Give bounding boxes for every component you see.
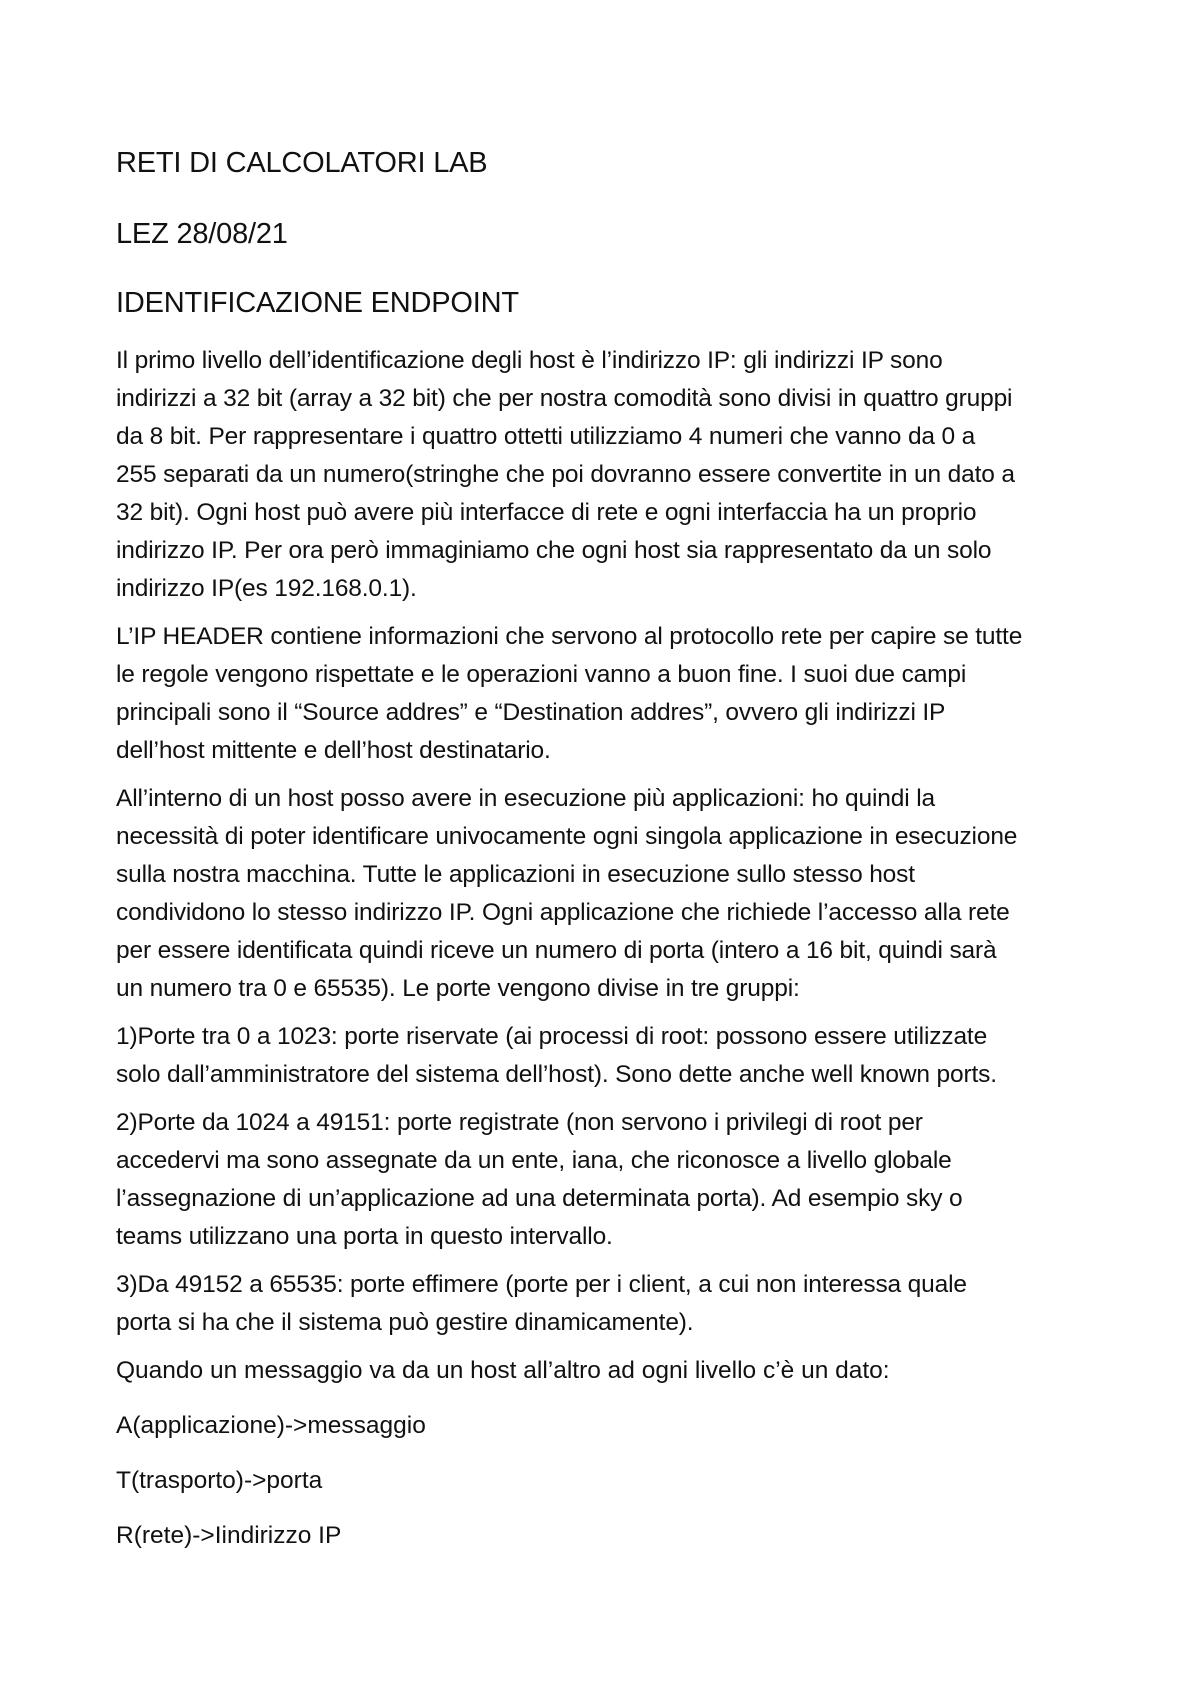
lesson-date: LEZ 28/08/21 — [116, 217, 288, 250]
paragraph-ports-ephemeral: 3)Da 49152 a 65535: porte effimere (porte per i client, a cui non interessa quale porta si ha che il sistema può gestire dinamicamente). — [116, 1271, 967, 1337]
document-title: RETI DI CALCOLATORI LAB — [116, 147, 488, 179]
layer-transport: T(trasporto)->porta — [116, 1467, 323, 1495]
paragraph-ip-header: L’IP HEADER contiene informazioni che servono al protocollo rete per capire se tutte le regole vengono rispettate e le operazioni vanno a buon fine. I suoi due campi principali sono il “Source addres” e “Destination addres”, ovvero gli indirizzi IP dell’host mittente e dell’host destinatario. — [116, 623, 1023, 765]
paragraph-ip-address: Il primo livello dell’identificazione degli host è l’indirizzo IP: gli indirizzi IP sono indirizzi a 32 bit (array a 32 bit) che per nostra comodità sono divisi in quattro gruppi da 8 bit. Per rappresentare i quattro ottetti utilizziamo 4 numeri che vanno da 0 a 255 separati da un numero(stringhe che poi dovranno essere convertite in un dato a 32 bit). Ogni host può avere più interfacce di rete e ogni interfaccia ha un proprio indirizzo IP. Per ora però immaginiamo che ogni host sia rappresentato da un solo indirizzo IP(es 192.168.0.1). — [116, 347, 1015, 603]
document-page — [116, 146, 1076, 1572]
layer-application: A(applicazione)->messaggio — [116, 1412, 426, 1440]
layer-network: R(rete)->Iindirizzo IP — [116, 1522, 342, 1550]
paragraph-ports-reserved: 1)Porte tra 0 a 1023: porte riservate (ai processi di root: possono essere utilizzate solo dall’amministratore del sistema dell’host). Sono dette anche well known ports. — [116, 1023, 997, 1089]
paragraph-levels-intro: Quando un messaggio va da un host all’altro ad ogni livello c’è un dato: — [116, 1357, 890, 1385]
paragraph-ports: All’interno di un host posso avere in esecuzione più applicazioni: ho quindi la necessità di poter identificare univocamente ogni singola applicazione in esecuzione sulla nostra macchina. Tutte le applicazioni in esecuzione sullo stesso host condividono lo stesso indirizzo IP. Ogni applicazione che richiede l’accesso alla rete per essere identificata quindi riceve un numero di porta (intero a 16 bit, quindi sarà un numero tra 0 e 65535). Le porte vengono divise in tre gruppi: — [116, 785, 1018, 1003]
paragraph-ports-registered: 2)Porte da 1024 a 49151: porte registrate (non servono i privilegi di root per accedervi ma sono assegnate da un ente, iana, che riconosce a livello globale l’assegnazione di un’applicazione ad una determinata porta). Ad esempio sky o teams utilizzano una porta in questo intervallo. — [116, 1109, 963, 1251]
section-title: IDENTIFICAZIONE ENDPOINT — [116, 286, 519, 319]
